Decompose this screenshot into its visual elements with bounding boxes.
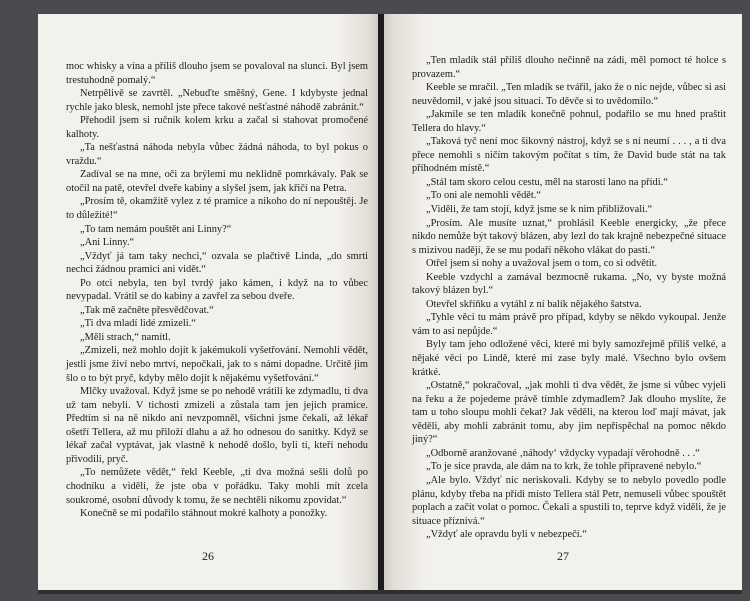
paragraph: Otřel jsem si nohy a uvažoval jsem o tom, co si odvětit. xyxy=(426,258,658,270)
paragraph: „Ten mladík stál příliš dlouho nečinně na zádi, měl pomoct té holce s provazem.“ xyxy=(412,55,726,80)
paragraph: „Zmizeli, než mohlo dojít k jakémukoli vyšetřování. Nemohli vědět, jestli jsme živí nebo mrtví, nepočkali, jak to s námi dopadne. Určitě jim šlo o to být pryč, kdyby mělo dojít k nějakému vyšetřování.“ xyxy=(66,345,368,384)
paragraph: „To oni ale nemohli vědět.“ xyxy=(426,190,541,202)
paragraph: „Jakmile se ten mladík konečně pohnul, podařilo se mu hned praštit Tellera do hlavy.“ xyxy=(412,109,726,134)
right-page xyxy=(384,14,742,590)
paragraph: „Tyhle věci tu mám právě pro případ, kdyby se někdo vykoupal. Jenže vám to asi nepůjde.“ xyxy=(412,312,726,337)
paragraph: Otevřel skříňku a vytáhl z ní balík nějakého šatstva. xyxy=(426,298,642,310)
left-page xyxy=(38,14,378,590)
paragraph: Byly tam jeho odložené věci, které mi byly samozřejmě příliš velké, a nějaké věci po Lindě, které mi zase byly malé. Všechno bylo ovšem krátké. xyxy=(412,339,726,378)
page-number: 27 xyxy=(557,549,569,563)
paragraph: „Taková tyč není moc šikovný nástroj, když se s ní neumí . . . , a ti dva přece nemohli s ničím takovým počítat s tím, že David bude stát na tak příhodném místě.“ xyxy=(412,136,726,175)
book-spread xyxy=(38,14,742,594)
paragraph: „Vždyť já tam taky nechci,“ ozvala se plačtivě Linda, „do smrti nechci žádnou pramici ani vidět.“ xyxy=(66,250,368,276)
paragraph: Mlčky uvažoval. Když jsme se po nehodě vrátili ke zdymadlu, ti dva už tam nebyli. V tichosti zmizeli a zůstala tam jen jejich pramice. Předtím si na ně nikdo ani nevzpomněl, všichni jsme čekali, až lékař ošetří Tellera, až mu přiloží dlahu a až ho odnesou do sanitky. Když se lékař začal vyptávat, jak vlastně k nehodě došlo, byli ti, kteří nehodu přivodili, pryč. xyxy=(66,386,368,465)
paragraph: „Ale bylo. Vždyť nic neriskovali. Kdyby se to nebylo povedlo podle plánu, kdyby třeba na přídi místo Tellera stál Petr, nemuseli vůbec spouštět poplach a začít volat o pomoc. Čekali a spustili to, teprve když viděli, že je situace příznivá.“ xyxy=(412,474,726,527)
paragraph: „Tak mě začněte přesvědčovat.“ xyxy=(80,304,214,316)
paragraph: „Ani Linny.“ xyxy=(80,237,135,249)
paragraph: Přehodil jsem si ručník kolem krku a začal si stahovat promočené kalhoty. xyxy=(66,115,368,140)
paragraph: „Ti dva mladí lidé zmizeli.“ xyxy=(80,318,196,330)
paragraph: moc whisky a vína a příliš dlouho jsem se povaloval na slunci. Byl jsem trestuhodně pomalý.“ xyxy=(66,61,368,86)
right-page-body xyxy=(412,54,726,542)
paragraph: Netrpělivě se zavrtěl. „Nebuďte směšný, Gene. I kdybyste jednal rychle jako blesk, nemohl jste přece takové nešťastné náhodě zabránit.“ xyxy=(66,88,368,113)
paragraph: „Prosím tě, okamžitě vylez z té pramice a nikoho do ní nepouštěj. Je to důležité!“ xyxy=(66,196,368,222)
paragraph: Keeble se mračil. „Ten mladík se tvářil, jako že o nic nejde, vůbec si asi neuvědomil, v jaké jsou situaci. To děvče si to uvědomilo.“ xyxy=(412,82,726,107)
paragraph: „Ostatně,“ pokračoval, „jak mohli ti dva vědět, že jsme si vůbec vyjeli na řeku a že pojedeme právě tímhle zdymadlem? Jak dlouho myslíte, že tam u toho sloupu mohli čekat? Jak věděli, na kterou loď mají mávat, jak věděli, aby mohli zabránit tomu, aby jim nepřispěchal na pomoc někdo jiný?“ xyxy=(412,380,726,446)
page-number: 26 xyxy=(202,549,214,563)
paragraph: Konečně se mi podařilo stáhnout mokré kalhoty a ponožky. xyxy=(80,508,328,520)
paragraph: Zadíval se na mne, oči za brýlemi mu neklidně pomrkávaly. Pak se otočil na patě, otevřel dveře kabiny a slyšel jsem, jak křičí na Petra. xyxy=(66,169,368,194)
paragraph: „To je sice pravda, ale dám na to krk, že tohle připravené nebylo.“ xyxy=(426,461,702,473)
paragraph: „To nemůžete vědět,“ řekl Keeble, „ti dva možná sešli dolů po chodníku a viděli, že jste oba v pořádku. Taky mohli mít zcela soukromé, osobní důvody k tomu, že se nechtěli nikomu zpovídat.“ xyxy=(66,467,368,506)
paragraph: „Ta nešťastná náhoda nebyla vůbec žádná náhoda, to byl pokus o vraždu.“ xyxy=(66,142,368,167)
paragraph: Keeble vzdychl a zamával bezmocně rukama. „No, vy byste možná takový blázen byl.“ xyxy=(412,271,726,297)
paragraph: Po otci nebyla, ten byl tvrdý jako kámen, i když na to vůbec nevypadal. Vrátil se do kabiny a zavřel za sebou dveře. xyxy=(66,277,368,303)
paragraph: „Odborně aranžované ‚náhody‘ vždycky vypadají věrohodně . . .“ xyxy=(426,447,700,459)
paragraph: „To tam nemám pouštět ani Linny?“ xyxy=(80,223,232,235)
paragraph: „Vždyť ale opravdu byli v nebezpečí.“ xyxy=(426,529,587,541)
paragraph: „Stál tam skoro celou cestu, měl na starosti lano na přídi.“ xyxy=(426,176,668,188)
left-page-body xyxy=(66,60,368,521)
paragraph: „Viděli, že tam stojí, když jsme se k nim přibližovali.“ xyxy=(426,204,653,216)
paragraph: „Měli strach,“ namítl. xyxy=(80,331,171,343)
paragraph: „Prosím. Ale musíte uznat,“ prohlásil Keeble energicky, „že přece nikdo nemůže být takový blázen, aby lezl do tak krajně nebezpečné situace s mizivou nadějí, že se mu podaří někoho vlákat do pasti.“ xyxy=(412,217,726,256)
